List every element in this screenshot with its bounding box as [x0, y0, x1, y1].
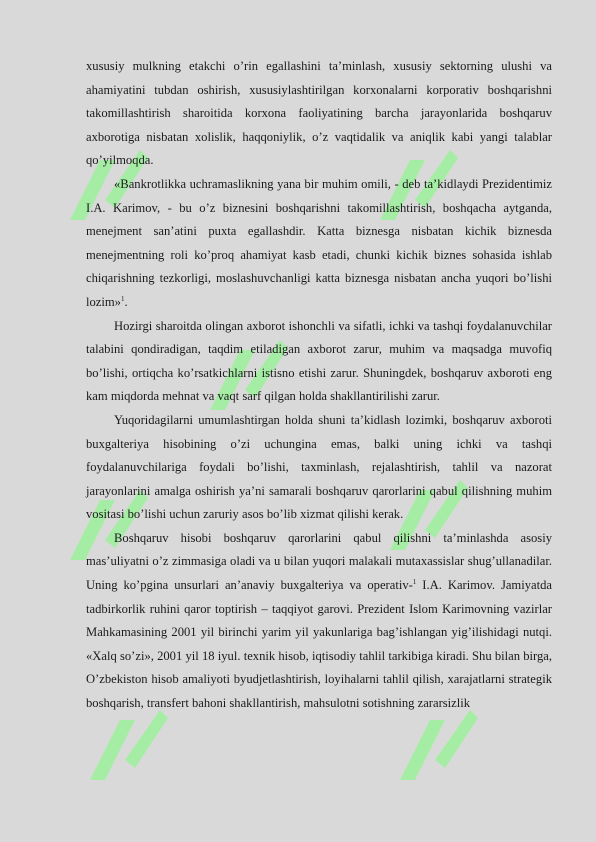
footnote-marker[interactable]: 1	[120, 294, 125, 303]
paragraph	[86, 315, 552, 409]
paragraph	[86, 55, 552, 173]
paragraph-text: Hozirgi sharoitda olingan axborot ishonchli va sifatli, ichki va tashqi foydalanuvchilar talabini qondiradigan, taqdim etiladigan axborot zarur, muhim va maqsadga muvofiq bo’lishi, ortiqcha ko’rsatkichlarni istisno etishi zarur. Shuningdek, boshqaruv axboroti eng kam miqdorda mehnat va vaqt sarf qilgan holda shakllantirilishi zarur.	[86, 318, 552, 404]
body-text	[86, 55, 552, 716]
paragraph-text: xususiy mulkning etakchi o’rin egallashini ta’minlash, xususiy sektorning ulushi va ahamiyatini tubdan oshirish, xususiylashtirilgan korxonalarni korporativ boshqarishni takomillashtirish sharoitida korxona faoliyatining barcha jarayonlarida boshqaruv axborotiga nisbatan xolislik, haqqoniylik, o’z vaqtidalik va aniqlik kabi yangi talablar qo’yilmoqda.	[86, 59, 552, 168]
paragraph-tail: .	[124, 294, 128, 309]
paragraph	[86, 409, 552, 527]
footnote-marker[interactable]: 1	[412, 578, 417, 587]
footnote-text: I.A. Karimov. Jamiyatda tadbirkorlik ruhini qaror toptirish – taqqiyot garovi. Prezident Islom Karimovning vazirlar Mahkamasining 2001 yil birinchi yarim yil yakunlariga bag’ishlangan yig’ilishidagi nutqi. «Xalq so’zi», 2001 yil 18 iyul. texnik hisob, iqtisodiy tahlil tarkibiga kiradi. Shu bilan birga, O’zbekiston hisob amaliyoti byudjetlashtirish, loyihalarni tahlil qilish, xarajatlarni strategik boshqarish, transfert bahoni shakllantirish, mahsulotni sotishning zararsizlik	[86, 578, 552, 711]
paragraph-text: Boshqaruv hisobi boshqaruv qarorlarini qabul qilishni ta’minlashda asosiy mas’uliyatni o’z zimmasiga oladi va u bilan yuqori malakali mutaxassislar shug’ullanadilar. Uning ko’pgina unsurlari an’anaviy buxgalteriya va operativ-	[86, 530, 552, 593]
paragraph	[86, 173, 552, 315]
paragraph-text: «Bankrotlikka uchramaslikning yana bir muhim omili, - deb ta’kidlaydi Prezidentimiz I.A. Karimov, - bu o’z biznesini boshqarishni takomillashtirish, boshqacha aytganda, menejment san’atini puxta egallashdir. Katta biznesga nisbatan kichik biznesda menejmentning roli ko’proq ahamiyat kasb etadi, chunki kichik biznes sohasida ishlab chiqarishning tezkorligi, moslashuvchanligi katta biznesga nisbatan ancha yuqori bo’lishi lozim»	[86, 176, 552, 309]
paragraph-text: Yuqoridagilarni umumlashtirgan holda shuni ta’kidlash lozimki, boshqaruv axboroti buxgalteriya hisobining o’zi uchungina emas, balki uning ichki va tashqi foydalanuvchilariga foydali bo’lishi, taxminlash, rejalashtirish, tahlil va nazorat jarayonlarini amalga oshirish ya’ni samarali boshqaruv qarorlarini qabul qilishning muhim vositasi bo’lishi uchun zaruriy asos bo’lib xizmat qilishi kerak.	[86, 412, 552, 522]
paragraph	[86, 527, 552, 716]
